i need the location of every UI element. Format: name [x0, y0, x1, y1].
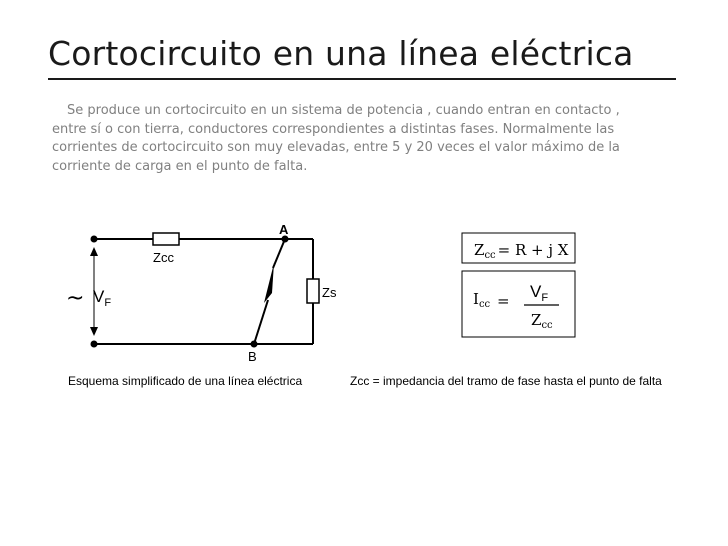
- current-denominator: $Z_{cc}$: [531, 311, 553, 331]
- label-zs: Zs: [322, 285, 337, 300]
- arrow-head-down: [90, 327, 98, 336]
- fault-bolt-icon: [264, 263, 274, 303]
- current-lhs: $I_{cc}$: [473, 290, 491, 310]
- current-numerator: $V_F$: [530, 282, 549, 304]
- formula-caption: Zcc = impedancia del tramo de fase hasta el punto de falta: [350, 374, 662, 388]
- paragraph-line: corriente de carga en el punto de falta.: [52, 158, 308, 174]
- impedance-formula: $Z_{cc} = R + j$ X: [474, 241, 569, 261]
- label-a: A: [279, 222, 289, 237]
- label-zcc: Zcc: [153, 250, 174, 265]
- terminal-top: [91, 236, 98, 243]
- paragraph-line: Se produce un cortocircuito en un sistema de potencia , cuando entran en contacto ,: [67, 103, 620, 118]
- label-vf: $V_F$: [93, 287, 112, 309]
- current-equals: =: [497, 292, 510, 310]
- fault-line-upper: [273, 239, 285, 268]
- zs-impedance: [307, 279, 319, 303]
- zcc-impedance: [153, 233, 179, 245]
- ac-source-icon: ~: [66, 286, 85, 311]
- label-b: B: [248, 349, 257, 364]
- arrow-head-up: [90, 247, 98, 256]
- fault-line-lower: [254, 300, 268, 344]
- paragraph-line: entre sí o con tierra, conductores correspondientes a distintas fases. Normalmente las: [52, 121, 615, 137]
- circuit-caption: Esquema simplificado de una línea eléctrica: [68, 374, 303, 388]
- slide-title: Cortocircuito en una línea eléctrica: [48, 34, 634, 73]
- terminal-bottom: [91, 341, 98, 348]
- paragraph-line: corrientes de cortocircuito son muy elevadas, entre 5 y 20 veces el valor máximo de la: [52, 140, 620, 155]
